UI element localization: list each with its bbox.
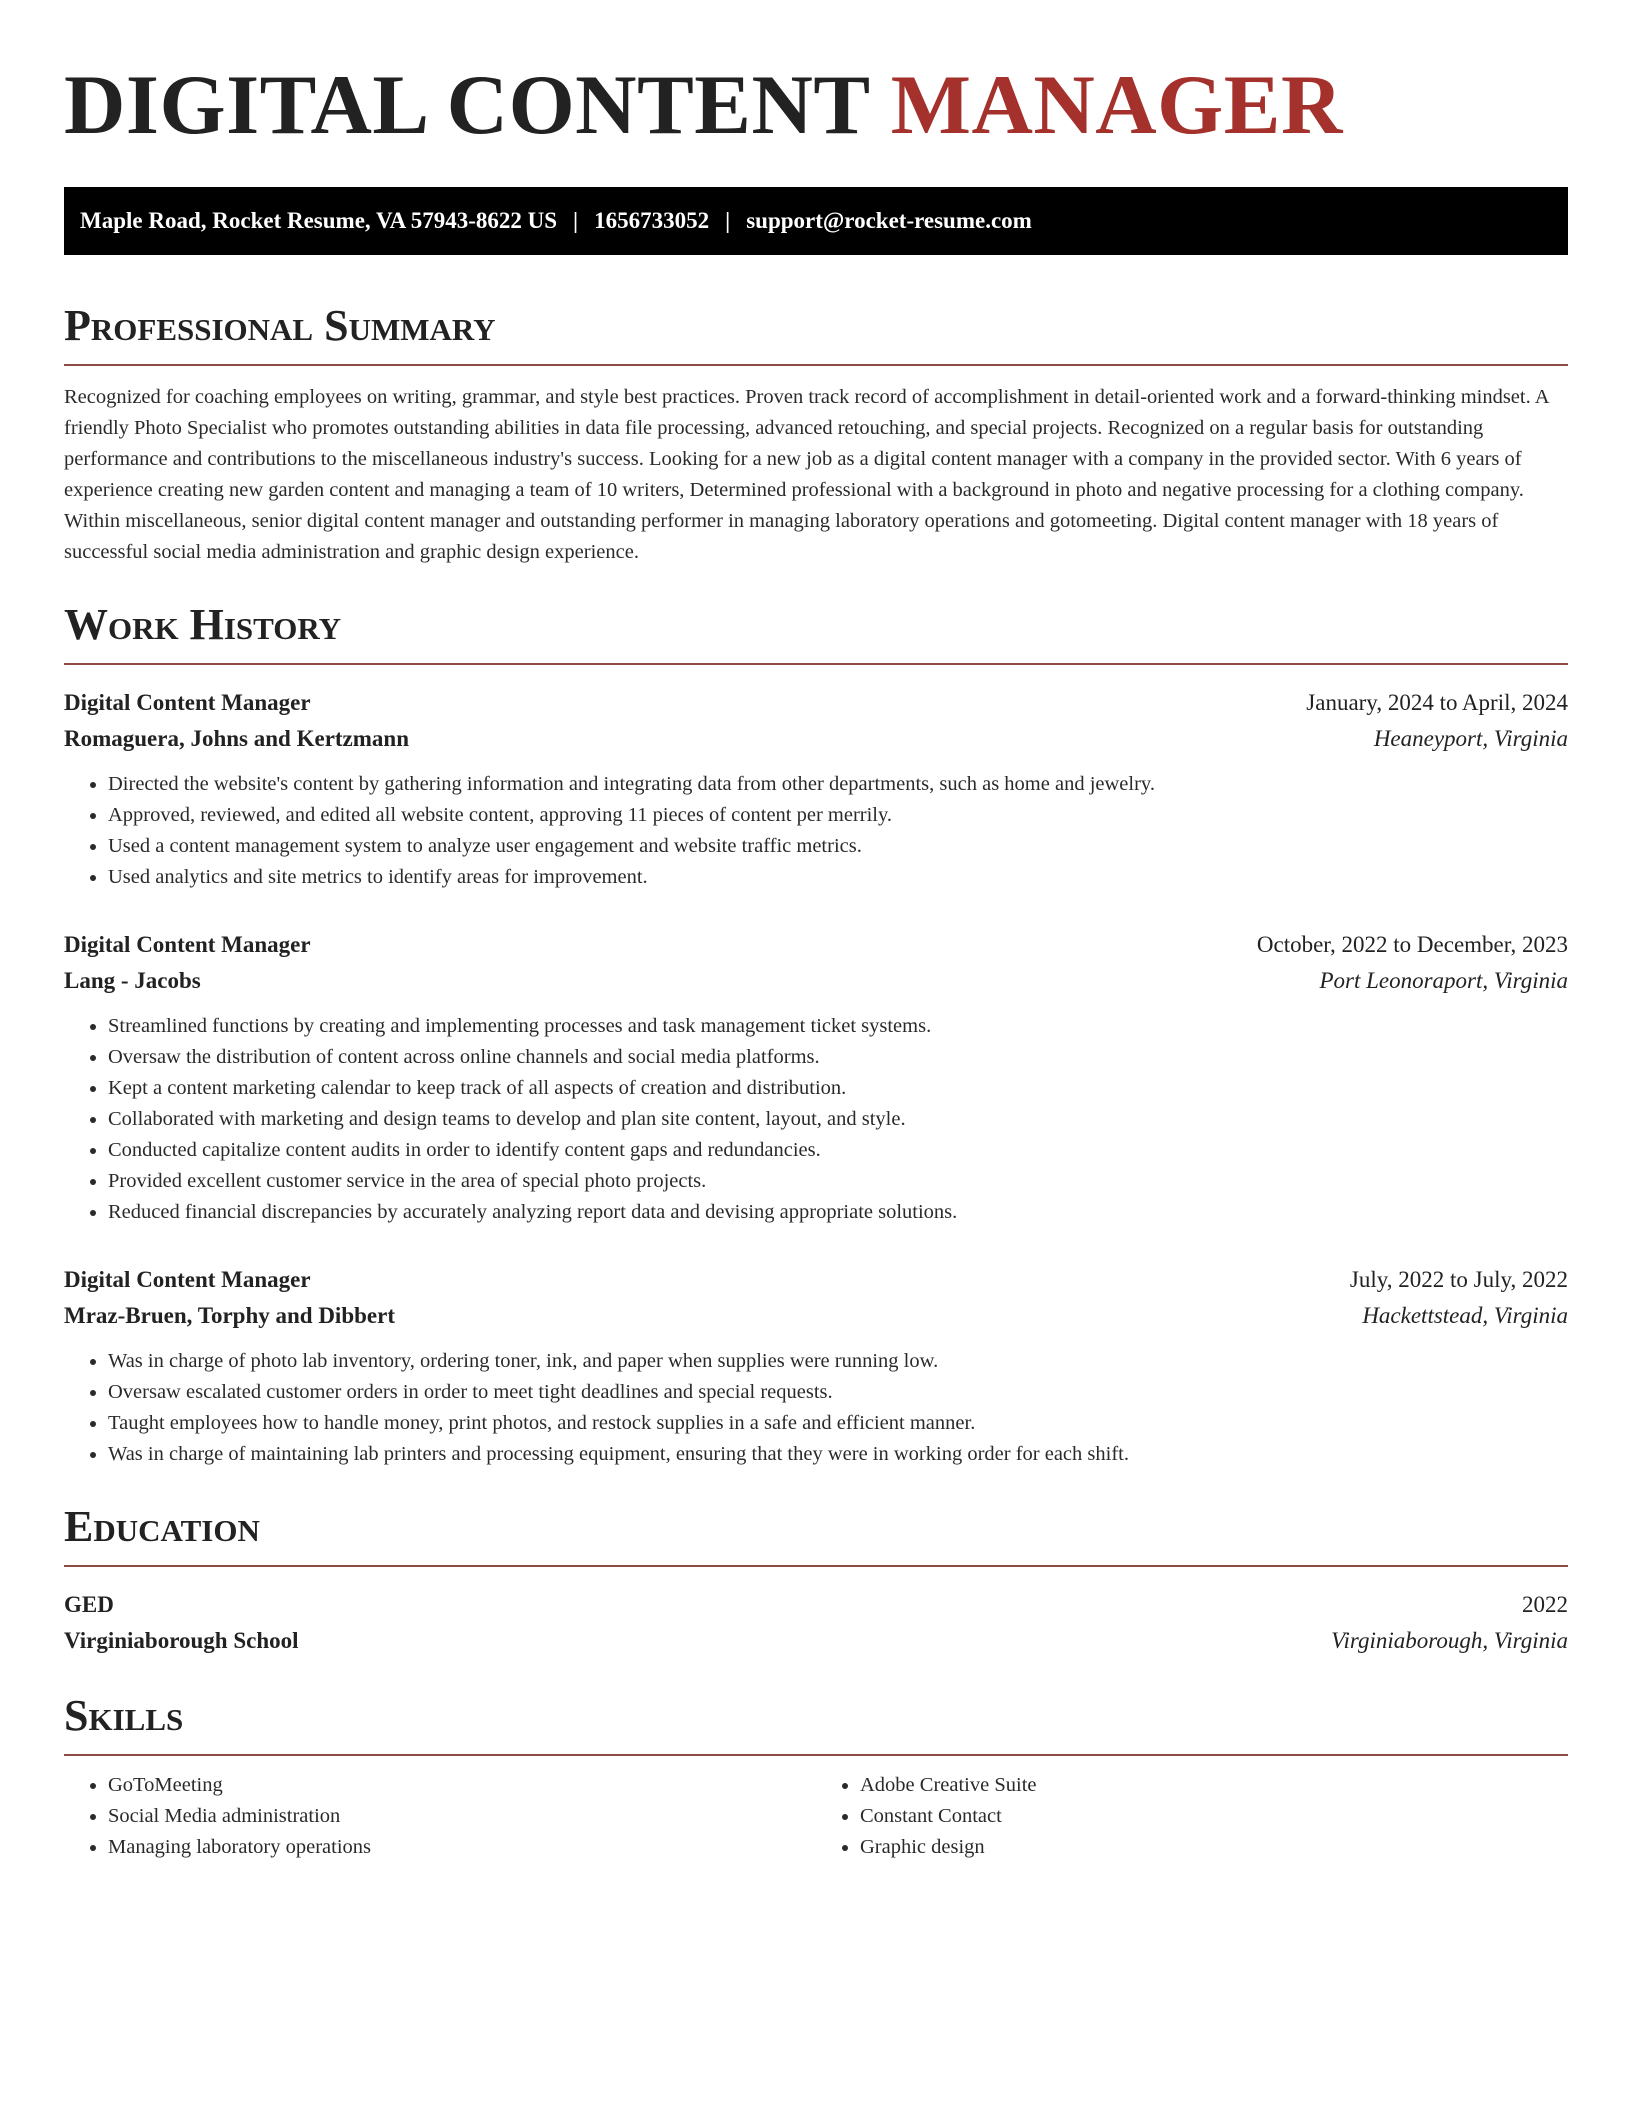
job-header-row — [64, 1262, 1568, 1298]
education-location: Virginiaborough, Virginia — [1331, 1628, 1568, 1653]
list-item: • Reduced financial discrepancies by accurately analyzing report data and devising appropriate solutions. — [108, 1197, 1568, 1228]
list-item: • Collaborated with marketing and design teams to develop and plan site content, layout, and style. — [108, 1104, 1568, 1135]
job-company: Romaguera, Johns and Kertzmann — [64, 726, 410, 751]
skill-item: • Constant Contact — [860, 1801, 1568, 1832]
contact-email: support@rocket-resume.com — [746, 208, 1032, 233]
resume-title — [64, 60, 1568, 150]
job-dates: January, 2024 to April, 2024 — [1306, 690, 1568, 715]
skills-list-right — [816, 1770, 1568, 1863]
list-item: • Directed the website's content by gathering information and integrating data from other departments, such as home and jewelry. — [108, 769, 1568, 800]
title-accent: MANAGER — [890, 58, 1343, 152]
skill-item: • Managing laboratory operations — [108, 1832, 816, 1863]
job-bullets — [64, 1346, 1568, 1470]
contact-phone: 1656733052 — [594, 208, 710, 233]
job-company-row — [64, 721, 1568, 757]
skills-section — [64, 1692, 1568, 1863]
education-year: 2022 — [1522, 1592, 1568, 1617]
job-location: Port Leonoraport, Virginia — [1319, 968, 1568, 993]
education-school-row — [64, 1623, 1568, 1659]
list-item: • Provided excellent customer service in the area of special photo projects. — [108, 1166, 1568, 1197]
section-title-skills: Skills — [64, 1692, 1568, 1756]
list-item: • Taught employees how to handle money, print photos, and restock supplies in a safe and efficient manner. — [108, 1408, 1568, 1439]
list-item: • Used a content management system to analyze user engagement and website traffic metrics. — [108, 831, 1568, 862]
job-entry — [64, 685, 1568, 893]
skill-item: • Social Media administration — [108, 1801, 816, 1832]
summary-text: Recognized for coaching employees on writing, grammar, and style best practices. Proven track record of accomplishment in detail-oriented work and a forward-thinking mindset. A friendly Photo Specialist who promotes outstanding abilities in data file processing, advanced retouching, and special projects. Recognized on a regular basis for outstanding performance and contributions to the miscellaneous industry's success. Looking for a new job as a digital content manager with a company in the provided sector. With 6 years of experience creating new garden content and managing a team of 10 writers, Determined professional with a background in photo and negative processing for a clothing company. Within miscellaneous, senior digital content manager and outstanding performer in managing laboratory operations and gotomeeting. Digital content manager with 18 years of successful social media administration and graphic design experience. — [64, 386, 1549, 563]
contact-separator: | — [573, 208, 579, 233]
contact-address: Maple Road, Rocket Resume, VA 57943-8622 US — [80, 208, 558, 233]
job-entry — [64, 927, 1568, 1228]
job-header-row — [64, 927, 1568, 963]
skills-columns — [64, 1770, 1568, 1863]
list-item: • Streamlined functions by creating and implementing processes and task management ticket systems. — [108, 1011, 1568, 1042]
job-company-row — [64, 1298, 1568, 1334]
job-dates: July, 2022 to July, 2022 — [1349, 1267, 1568, 1292]
contact-separator: | — [725, 208, 731, 233]
section-title-summary: Professional Summary — [64, 302, 1568, 366]
skills-list-left — [64, 1770, 816, 1863]
job-dates: October, 2022 to December, 2023 — [1256, 932, 1568, 957]
section-title-work: Work History — [64, 601, 1568, 665]
list-item: • Used analytics and site metrics to identify areas for improvement. — [108, 862, 1568, 893]
job-company: Mraz-Bruen, Torphy and Dibbert — [64, 1303, 395, 1328]
list-item: • Kept a content marketing calendar to keep track of all aspects of creation and distribution. — [108, 1073, 1568, 1104]
list-item: • Was in charge of photo lab inventory, ordering toner, ink, and paper when supplies were running low. — [108, 1346, 1568, 1377]
list-item: • Conducted capitalize content audits in order to identify content gaps and redundancies. — [108, 1135, 1568, 1166]
job-role: Digital Content Manager — [64, 932, 311, 957]
job-role: Digital Content Manager — [64, 690, 311, 715]
education-entry — [64, 1587, 1568, 1659]
job-entry — [64, 1262, 1568, 1470]
job-header-row — [64, 685, 1568, 721]
section-title-education: Education — [64, 1503, 1568, 1567]
job-bullets — [64, 1011, 1568, 1228]
job-role: Digital Content Manager — [64, 1267, 311, 1292]
contact-bar — [64, 187, 1568, 255]
list-item: • Oversaw the distribution of content across online channels and social media platforms. — [108, 1042, 1568, 1073]
list-item: • Was in charge of maintaining lab printers and processing equipment, ensuring that they were in working order for each shift. — [108, 1439, 1568, 1470]
skill-item: • Adobe Creative Suite — [860, 1770, 1568, 1801]
list-item: • Approved, reviewed, and edited all website content, approving 11 pieces of content per merrily. — [108, 800, 1568, 831]
education-school: Virginiaborough School — [64, 1628, 299, 1653]
education-degree: GED — [64, 1592, 114, 1617]
job-bullets — [64, 769, 1568, 893]
work-history-section — [64, 601, 1568, 1470]
job-location: Hackettstead, Virginia — [1362, 1303, 1568, 1328]
list-item: • Oversaw escalated customer orders in order to meet tight deadlines and special requests. — [108, 1377, 1568, 1408]
job-company-row — [64, 963, 1568, 999]
job-location: Heaneyport, Virginia — [1373, 726, 1568, 751]
education-degree-row — [64, 1587, 1568, 1623]
title-main: DIGITAL CONTENT — [64, 58, 869, 152]
summary-section — [64, 302, 1568, 568]
skill-item: • Graphic design — [860, 1832, 1568, 1863]
education-section — [64, 1503, 1568, 1659]
job-company: Lang - Jacobs — [64, 968, 201, 993]
skill-item: • GoToMeeting — [108, 1770, 816, 1801]
